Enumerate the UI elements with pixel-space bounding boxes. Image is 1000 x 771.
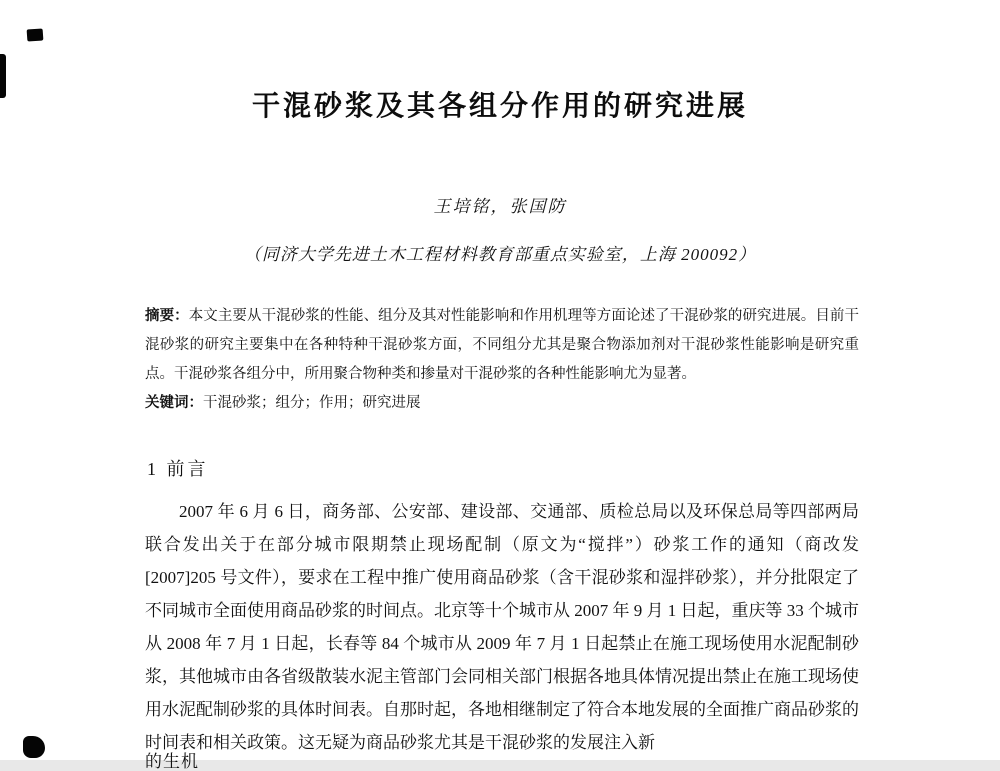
- keywords-text: 干混砂浆；组分；作用；研究进展: [203, 395, 421, 411]
- scan-artifact-ink-blot: [23, 736, 45, 758]
- abstract-label: 摘要：: [145, 308, 189, 324]
- keywords-line: [145, 389, 859, 418]
- clipped-next-line: 的生机: [145, 752, 199, 771]
- introduction-paragraph: 2007 年 6 月 6 日，商务部、公安部、建设部、交通部、质检总局以及环保总局等四部两局联合发出关于在部分城市限期禁止现场配制（原文为“搅拌”）砂浆工作的通知（商改发[2007]205 号文件），要求在工程中推广使用商品砂浆（含干混砂浆和湿拌砂浆），并分批限定了不同城市全面使用商品砂浆的时间点。北京等十个城市从 2007 年 9 月 1 日起，重庆等 33 个城市从 2008 年 7 月 1 日起，长春等 84 个城市从 2009 年 7 月 1 日起禁止在施工现场使用水泥配制砂浆，其他城市由各省级散装水泥主管部门会同相关部门根据各地具体情况提出禁止在施工现场使用水泥配制砂浆的具体时间表。自那时起，各地相继制定了符合本地发展的全面推广商品砂浆的时间表和相关政策。这无疑为商品砂浆尤其是干混砂浆的发展注入新: [145, 502, 859, 752]
- scan-artifact-top-left: [27, 28, 44, 41]
- keywords-label: 关键词：: [145, 395, 203, 411]
- abstract-block: [145, 302, 859, 418]
- paper-title: 干混砂浆及其各组分作用的研究进展: [251, 90, 748, 121]
- abstract-text: 本文主要从干混砂浆的性能、组分及其对性能影响和作用机理等方面论述了干混砂浆的研究进展。目前干混砂浆的研究主要集中在各种特种干混砂浆方面，不同组分尤其是聚合物添加剂对干混砂浆性能影响是研究重点。干混砂浆各组分中，所用聚合物种类和掺量对干混砂浆的各种性能影响尤为显著。: [145, 308, 859, 382]
- paper-affiliation: （同济大学先进土木工程材料教育部重点实验室，上海 200092）: [243, 245, 757, 264]
- section-heading-introduction: 1 前言: [147, 459, 209, 479]
- paper-authors: 王培铭，张国防: [433, 197, 567, 216]
- abstract-paragraph: [145, 302, 859, 389]
